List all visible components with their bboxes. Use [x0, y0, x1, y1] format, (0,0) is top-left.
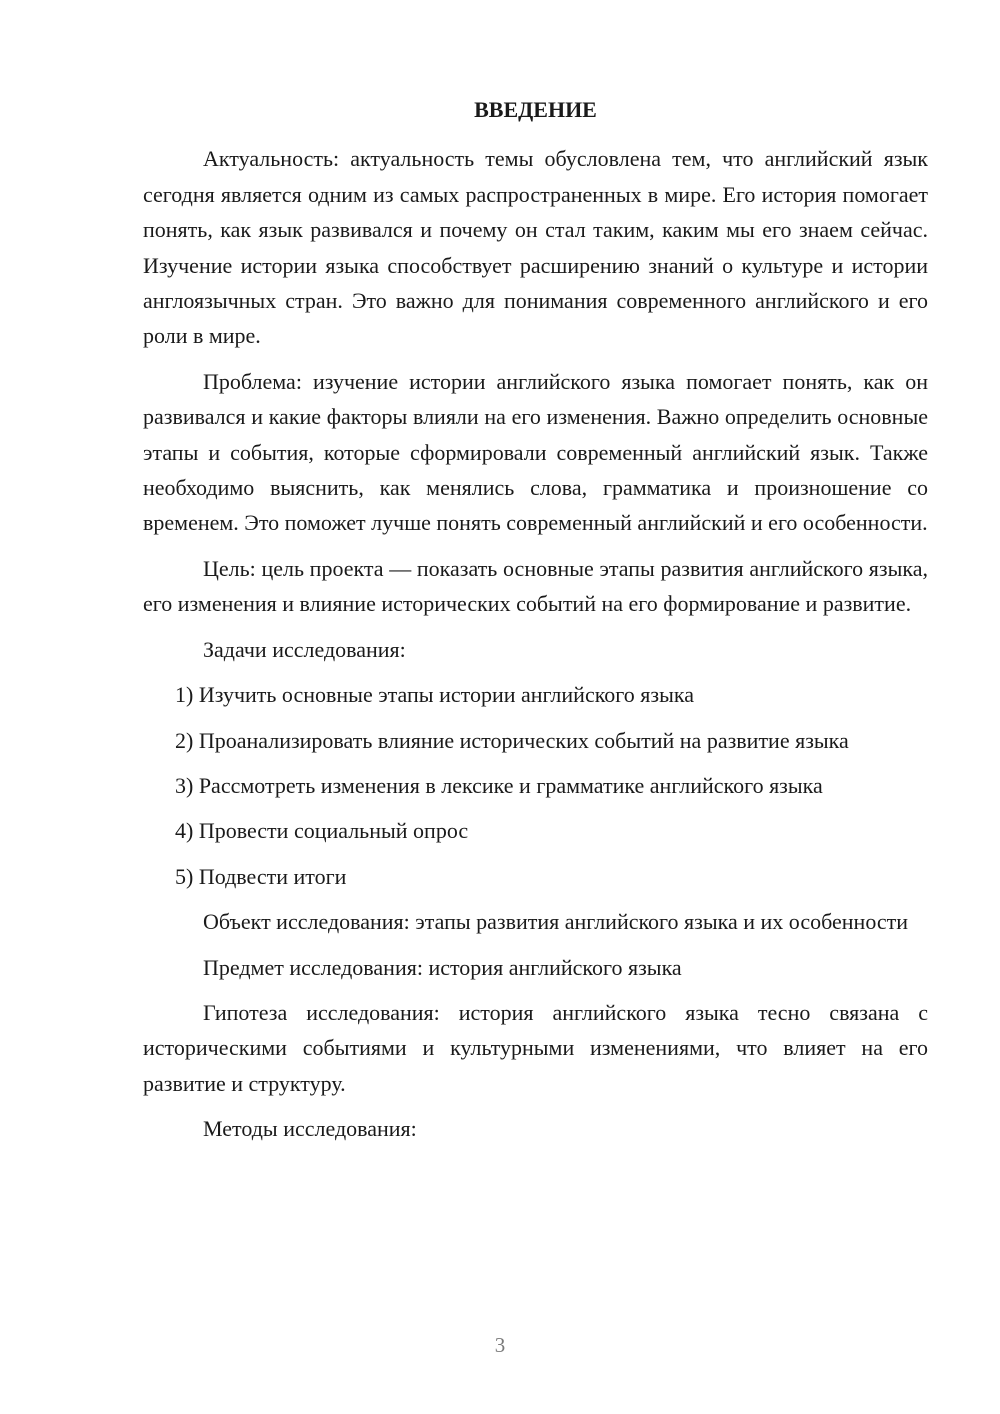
task-item: 4) Провести социальный опрос: [175, 818, 469, 844]
page-number: 3: [494, 1333, 506, 1357]
document-page: [143, 92, 928, 1157]
page-title: ВВЕДЕНИЕ: [474, 97, 597, 122]
relevance-paragraph: Актуальность: актуальность темы обусловлена тем, что английский язык сегодня является одним из самых распространенных в мире. Его история помогает понять, как язык развивался и почему он стал таким, каким мы его знаем сейчас. Изучение истории языка способствует расширению знаний о культуре и истории англоязычных стран. Это важно для понимания современного английского и его роли в мире.: [143, 146, 928, 349]
task-item: 1) Изучить основные этапы истории английского языка: [175, 682, 694, 708]
tasks-heading: Задачи исследования:: [203, 636, 406, 662]
goal-paragraph: Цель: цель проекта — показать основные этапы развития английского языка, его изменения и влияние исторических событий на его формирование и развитие.: [143, 555, 928, 617]
task-item: 2) Проанализировать влияние исторических событий на развитие языка: [175, 727, 849, 753]
methods-heading: Методы исследования:: [203, 1116, 417, 1142]
task-item: 5) Подвести итоги: [175, 863, 347, 889]
task-item: 3) Рассмотреть изменения в лексике и грамматике английского языка: [175, 772, 823, 798]
problem-paragraph: Проблема: изучение истории английского языка помогает понять, как он развивался и какие факторы влияли на его изменения. Важно определить основные этапы и события, которые сформировали современный английский язык. Также необходимо выяснить, как менялись слова, грамматика и произношение со временем. Это поможет лучше понять современный английский и его особенности.: [143, 368, 928, 536]
hypothesis-paragraph: Гипотеза исследования: история английского языка тесно связана с историческими событиями и культурными изменениями, что влияет на его развитие и структуру.: [143, 999, 928, 1096]
object-paragraph: Объект исследования: этапы развития английского языка и их особенности: [203, 909, 909, 935]
subject-paragraph: Предмет исследования: история английского языка: [203, 954, 682, 980]
